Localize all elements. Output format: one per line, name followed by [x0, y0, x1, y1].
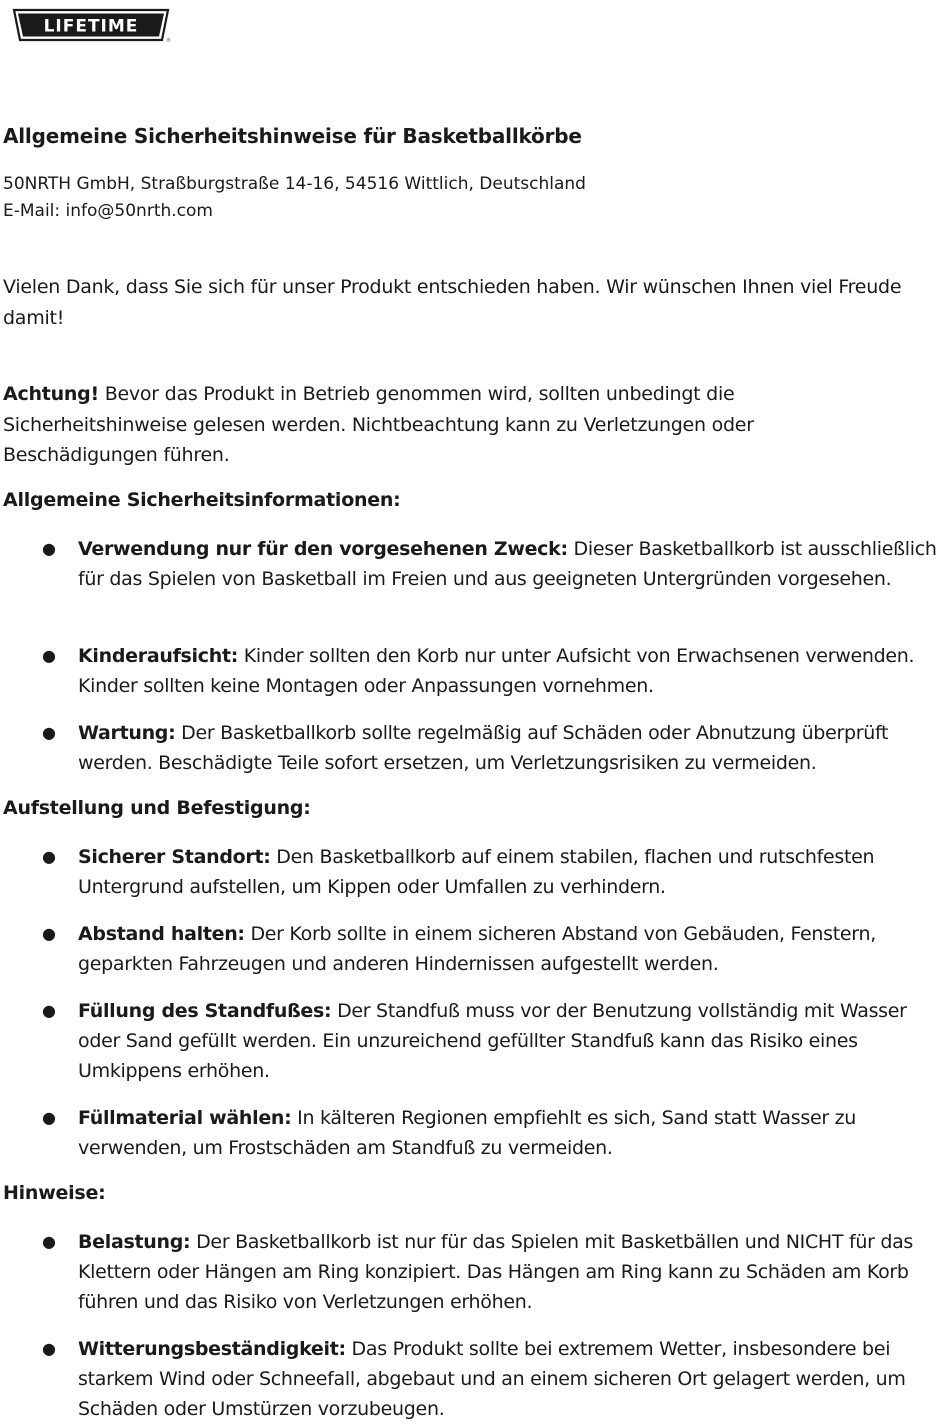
- list-item: [42, 842, 938, 902]
- company-address: 50NRTH GmbH, Straßburgstraße 14-16, 54516 Wittlich, Deutschland: [3, 174, 586, 194]
- page-title: Allgemeine Sicherheitshinweise für Basketballkörbe: [3, 124, 582, 148]
- list-item: [42, 996, 938, 1087]
- bullet-icon: ●: [42, 1001, 56, 1020]
- list-item-term: Kinderaufsicht:: [78, 645, 239, 667]
- warning-text: Bevor das Produkt in Betrieb genommen wird, sollten unbedingt die Sicherheitshinweise gelesen werden. Nichtbeachtung kann zu Verletzungen oder Beschädigungen führen.: [3, 383, 754, 466]
- list-item-text: Der Basketballkorb sollte regelmäßig auf Schäden oder Abnutzung überprüft werden. Beschädigte Teile sofort ersetzen, um Verletzungsrisiken zu vermeiden.: [78, 722, 889, 775]
- bullet-icon: ●: [42, 1232, 56, 1251]
- lifetime-logo: [12, 8, 170, 42]
- warning-paragraph: [3, 379, 913, 471]
- company-email: E-Mail: info@50nrth.com: [3, 201, 213, 221]
- intro-paragraph: Vielen Dank, dass Sie sich für unser Produkt entschieden haben. Wir wünschen Ihnen viel Freude damit!: [3, 276, 902, 329]
- section-heading: Hinweise:: [3, 1182, 106, 1204]
- list-item-text: In kälteren Regionen empfiehlt es sich, Sand statt Wasser zu verwenden, um Frostschäden am Standfuß zu vermeiden.: [78, 1107, 857, 1160]
- list-item-text: Der Standfuß muss vor der Benutzung vollständig mit Wasser oder Sand gefüllt werden. Ein unzureichend gefüllter Standfuß kann das Risiko eines Umkippens erhöhen.: [78, 1000, 907, 1083]
- logo-registered-mark: ®: [166, 38, 171, 44]
- list-item: [42, 1227, 938, 1318]
- list-item: [42, 641, 938, 701]
- list-item-term: Sicherer Standort:: [78, 846, 271, 868]
- list-item-text: Kinder sollten den Korb nur unter Aufsicht von Erwachsenen verwenden. Kinder sollten keine Montagen oder Anpassungen vornehmen.: [78, 645, 915, 698]
- list-item: [42, 1334, 938, 1425]
- warning-label: Achtung!: [3, 383, 99, 405]
- bullet-icon: ●: [42, 1339, 56, 1358]
- list-item-term: Belastung:: [78, 1231, 191, 1253]
- list-item-term: Abstand halten:: [78, 923, 245, 945]
- bullet-icon: ●: [42, 723, 56, 742]
- list-item-term: Witterungsbeständigkeit:: [78, 1338, 346, 1360]
- bullet-icon: ●: [42, 1108, 56, 1127]
- section-heading: Aufstellung und Befestigung:: [3, 797, 311, 819]
- list-item-term: Füllmaterial wählen:: [78, 1107, 292, 1129]
- bullet-icon: ●: [42, 924, 56, 943]
- logo-text: LIFETIME: [43, 16, 139, 37]
- bullet-icon: ●: [42, 646, 56, 665]
- list-item-term: Wartung:: [78, 722, 176, 744]
- list-item-term: Füllung des Standfußes:: [78, 1000, 332, 1022]
- list-item-text: Das Produkt sollte bei extremem Wetter, insbesondere bei starkem Wind oder Schneefall, abgebaut und an einem sicheren Ort gelagert werden, um Schäden oder Umstürzen vorzubeugen.: [78, 1338, 906, 1421]
- bullet-icon: ●: [42, 847, 56, 866]
- list-item-term: Verwendung nur für den vorgesehenen Zweck:: [78, 538, 568, 560]
- list-item-text: Der Basketballkorb ist nur für das Spielen mit Basketbällen und NICHT für das Klettern oder Hängen am Ring konzipiert. Das Hängen am Ring kann zu Schäden am Korb führen und das Risiko von Verletzungen erhöhen.: [78, 1231, 914, 1314]
- list-item: [42, 1103, 938, 1163]
- list-item-text: Der Korb sollte in einem sicheren Abstand von Gebäuden, Fenstern, geparkten Fahrzeugen und anderen Hindernissen aufgestellt werden.: [78, 923, 876, 976]
- list-item: [42, 718, 938, 778]
- list-item-text: Dieser Basketballkorb ist ausschließlich für das Spielen von Basketball im Freien und aus geeigneten Untergründen vorgesehen.: [78, 538, 937, 591]
- list-item: [42, 919, 938, 979]
- bullet-icon: ●: [42, 539, 56, 558]
- list-item: [42, 534, 938, 594]
- list-item-text: Den Basketballkorb auf einem stabilen, flachen und rutschfesten Untergrund aufstellen, um Kippen oder Umfallen zu verhindern.: [78, 846, 875, 899]
- section-heading: Allgemeine Sicherheitsinformationen:: [3, 489, 401, 511]
